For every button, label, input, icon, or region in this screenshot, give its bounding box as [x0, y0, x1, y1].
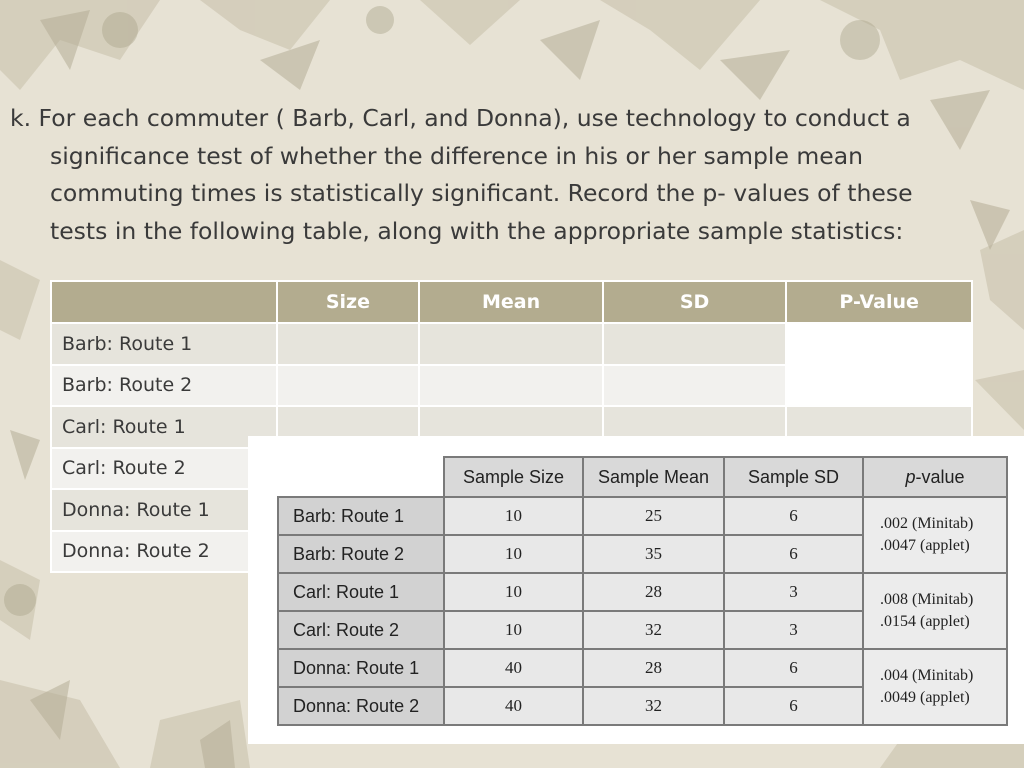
empty-cell: [603, 365, 787, 407]
pvalue-suffix: -value: [915, 466, 965, 487]
table-row: [278, 573, 1007, 611]
sd-cell: 6: [724, 687, 863, 725]
answer-header-row: [278, 457, 1007, 497]
row-label: Barb: Route 2: [278, 535, 444, 573]
mean-cell: 28: [583, 573, 724, 611]
size-cell: 40: [444, 687, 583, 725]
empty-cell: [419, 365, 603, 407]
empty-cell: [277, 365, 420, 407]
row-label: Carl: Route 1: [278, 573, 444, 611]
pvalue-cell: [863, 497, 1007, 573]
question-line-2: significance test of whether the difference in his or her sample mean: [50, 141, 864, 170]
blank-header-empty: [51, 281, 277, 323]
row-label: Barb: Route 2: [51, 365, 277, 407]
answer-header-corner: [278, 457, 444, 497]
row-label: Donna: Route 1: [278, 649, 444, 687]
mean-cell: 25: [583, 497, 724, 535]
pvalue-applet: .0049 (applet): [880, 689, 970, 706]
mean-cell: 28: [583, 649, 724, 687]
sd-cell: 6: [724, 497, 863, 535]
pvalue-cell: [863, 573, 1007, 649]
answer-header-pvalue: [863, 457, 1007, 497]
empty-cell: [419, 323, 603, 365]
question-text: [10, 100, 1015, 250]
size-cell: 10: [444, 535, 583, 573]
pvalue-cell: [863, 649, 1007, 725]
pvalue-minitab: .004 (Minitab): [880, 667, 974, 684]
row-label: Barb: Route 1: [51, 323, 277, 365]
pvalue-minitab: .008 (Minitab): [880, 591, 974, 608]
row-label: Donna: Route 2: [278, 687, 444, 725]
blank-table-header-row: [51, 281, 972, 323]
sd-cell: 3: [724, 573, 863, 611]
question-line-1: k. For each commuter ( Barb, Carl, and Donna), use technology to conduct a: [10, 104, 911, 132]
row-label: Carl: Route 2: [278, 611, 444, 649]
blank-header-size: Size: [277, 281, 420, 323]
empty-cell: [603, 323, 787, 365]
blank-header-mean: Mean: [419, 281, 603, 323]
pvalue-minitab: .002 (Minitab): [880, 515, 974, 532]
row-label: Carl: Route 2: [51, 448, 277, 490]
mean-cell: 35: [583, 535, 724, 573]
empty-cell: [277, 323, 420, 365]
sd-cell: 3: [724, 611, 863, 649]
row-label: Donna: Route 1: [51, 489, 277, 531]
answer-header-size: Sample Size: [444, 457, 583, 497]
blank-header-sd: SD: [603, 281, 787, 323]
table-row: [278, 497, 1007, 535]
table-row: [278, 649, 1007, 687]
blank-header-pvalue: P-Value: [786, 281, 972, 323]
mean-cell: 32: [583, 611, 724, 649]
empty-pvalue-cell: [786, 323, 972, 406]
sd-cell: 6: [724, 649, 863, 687]
size-cell: 10: [444, 497, 583, 535]
pvalue-applet: .0047 (applet): [880, 537, 970, 554]
row-label: Carl: Route 1: [51, 406, 277, 448]
question-line-4: tests in the following table, along with the appropriate sample statistics:: [50, 216, 904, 245]
size-cell: 40: [444, 649, 583, 687]
pvalue-p: p: [905, 466, 916, 487]
answer-statistics-table: [277, 456, 1008, 726]
answer-header-sd: Sample SD: [724, 457, 863, 497]
sd-cell: 6: [724, 535, 863, 573]
size-cell: 10: [444, 573, 583, 611]
answer-image: [248, 436, 1024, 744]
mean-cell: 32: [583, 687, 724, 725]
answer-header-mean: Sample Mean: [583, 457, 724, 497]
size-cell: 10: [444, 611, 583, 649]
pvalue-applet: .0154 (applet): [880, 613, 970, 630]
row-label: Barb: Route 1: [278, 497, 444, 535]
row-label: Donna: Route 2: [51, 531, 277, 573]
table-row: [51, 323, 972, 365]
question-line-3: commuting times is statistically significant. Record the p- values of these: [50, 179, 913, 207]
